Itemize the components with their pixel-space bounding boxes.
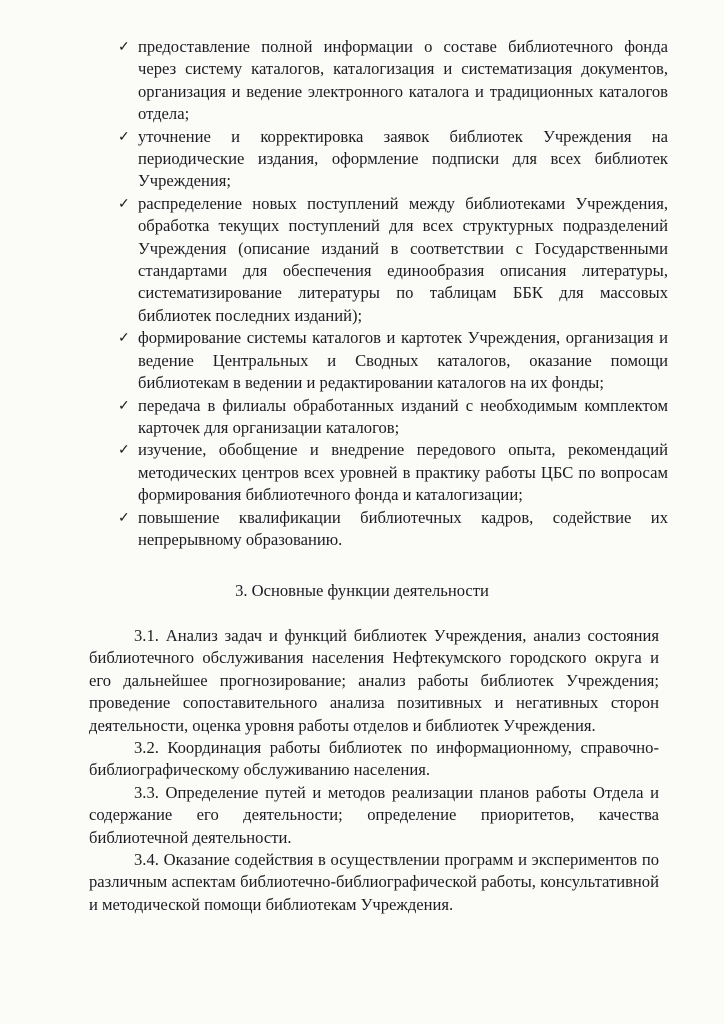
checkmark-icon: ✓ <box>118 510 130 526</box>
paragraph-3-4: 3.4. Оказание содействия в осуществлении программ и экспериментов по различным аспектам библиотечно-библиографической работы, консультативной и методической помощи библиотекам Учреждения. <box>89 850 659 914</box>
list-item-text: передача в филиалы обработанных изданий с необходимым комплектом карточек для организации каталогов; <box>138 395 668 437</box>
list-item <box>118 395 668 440</box>
list-item-text: формирование системы каталогов и картотек Учреждения, организация и ведение Центральных и Сводных каталогов, оказание помощи библиотекам в ведении и редактировании каталогов на их фонды; <box>138 328 668 393</box>
list-item <box>118 327 668 394</box>
checkmark-icon: ✓ <box>118 196 130 212</box>
section-paragraphs <box>89 625 659 916</box>
list-item-text: изучение, обобщение и внедрение передового опыта, рекомендаций методических центров всех уровней в практику работы ЦБС по вопросам формирования библиотечного фонда и каталогизации; <box>138 440 668 505</box>
checkmark-icon: ✓ <box>118 331 130 347</box>
checkmark-icon: ✓ <box>118 443 130 459</box>
list-item <box>118 439 668 506</box>
list-item-text: распределение новых поступлений между библиотеками Учреждения, обработка текущих поступлений для всех структурных подразделений Учреждения (описание изданий в соответствии с Государственными стандартами для обеспечения единообразия описания литературы, систематизирование литературы по таблицам ББК для массовых библиотек последних изданий); <box>138 193 668 325</box>
list-item-text: уточнение и корректировка заявок библиотек Учреждения на периодические издания, оформление подписки для всех библиотек Учреждения; <box>138 126 668 191</box>
checkmark-icon: ✓ <box>118 129 130 145</box>
list-item-text: предоставление полной информации о составе библиотечного фонда через систему каталогов, каталогизация и систематизация документов, организация и ведение электронного каталога и традиционных каталогов отдела; <box>138 37 668 124</box>
paragraph-3-2: 3.2. Координация работы библиотек по информационному, справочно-библиографическому обслуживанию населения. <box>89 738 659 780</box>
bullet-list <box>118 36 668 551</box>
list-item <box>118 193 668 327</box>
list-item-text: повышение квалификации библиотечных кадров, содействие их непрерывному образованию. <box>138 507 668 549</box>
list-item <box>118 36 668 126</box>
checkmark-icon: ✓ <box>118 40 130 55</box>
list-item <box>118 126 668 193</box>
paragraph-3-3: 3.3. Определение путей и методов реализации планов работы Отдела и содержание его деятельности; определение приоритетов, качества библиотечной деятельности. <box>89 782 659 847</box>
paragraph-3-1: 3.1. Анализ задач и функций библиотек Учреждения, анализ состояния библиотечного обслуживания населения Нефтекумского городского округа и его дальнейшее прогнозирование; анализ работы библиотек Учреждения; проведение сопоставительного анализа позитивных и негативных сторон деятельности, оценка уровня работы отделов и библиотек Учреждения. <box>89 626 659 735</box>
checkmark-icon: ✓ <box>118 398 130 414</box>
section-heading: 3. Основные функции деятельности <box>235 581 489 600</box>
list-item <box>118 507 668 552</box>
